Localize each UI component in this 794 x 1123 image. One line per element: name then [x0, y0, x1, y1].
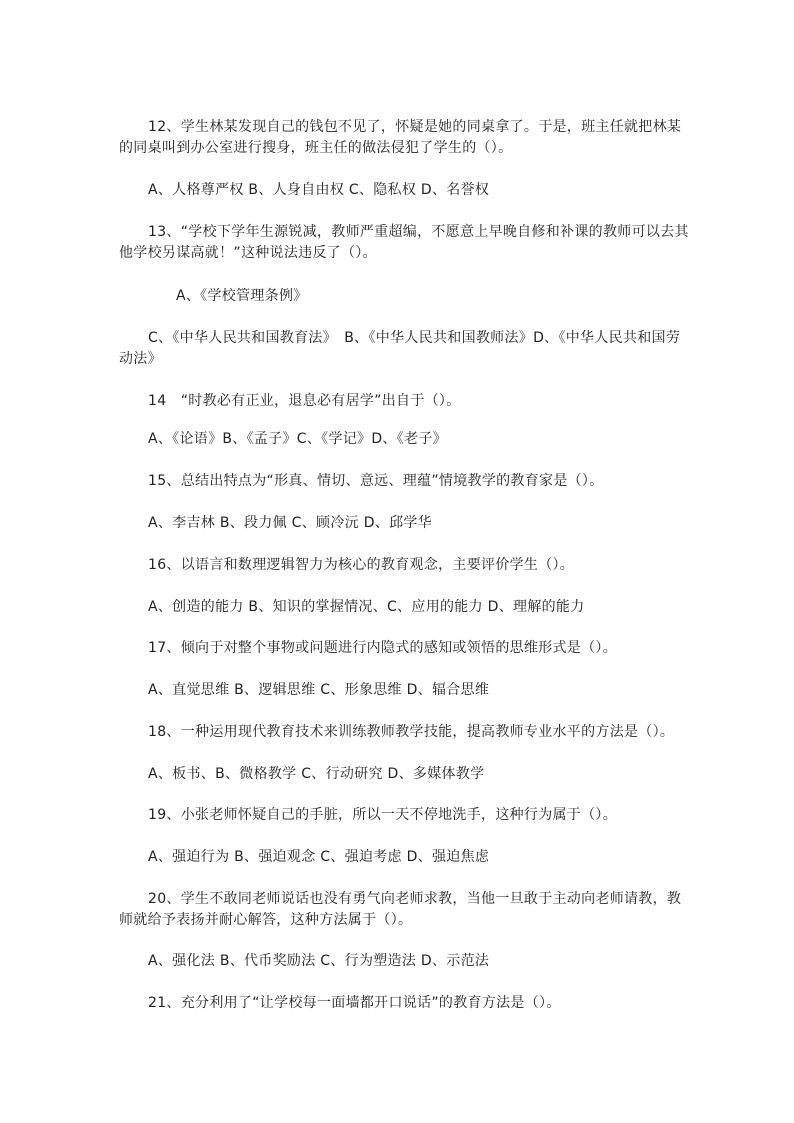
question-14-options: A、《论语》B、《孟子》C、《学记》D、《老子》	[148, 431, 447, 447]
question-21: 21、充分利用了“让学校每一面墙都开口说话”的教育方法是（）。	[148, 995, 561, 1011]
question-16-options: A、创造的能力 B、知识的掌握情况、C、应用的能力 D、理解的能力	[148, 599, 585, 615]
question-13-options-line-2: 动法》	[119, 351, 162, 367]
question-15: 15、总结出特点为“形真、情切、意远、理蕴”情境教学的教育家是（）。	[148, 473, 604, 489]
question-15-options: A、李吉林 B、段力佩 C、顾冷沅 D、邱学华	[148, 515, 432, 531]
question-19: 19、小张老师怀疑自己的手脏，所以一天不停地洗手，这种行为属于（）。	[148, 807, 618, 823]
question-13-options-line-1: C、《中华人民共和国教育法》 B、《中华人民共和国教师法》D、《中华人民共和国劳	[148, 330, 681, 346]
question-12-options: A、人格尊严权 B、人身自由权 C、隐私权 D、名誉权	[148, 182, 490, 198]
question-20-line-1: 20、学生不敢同老师说话也没有勇气向老师求教，当他一旦敢于主动向老师请教，教	[148, 891, 682, 907]
question-20-options: A、强化法 B、代币奖励法 C、行为塑造法 D、示范法	[148, 953, 490, 969]
question-12-line-1: 12、学生林某发现自己的钱包不见了，怀疑是她的同桌拿了。于是，班主任就把林某	[148, 119, 682, 135]
question-17: 17、倾向于对整个事物或问题进行内隐式的感知或领悟的思维形式是（）。	[148, 640, 618, 656]
question-20-line-2: 师就给予表扬并耐心解答，这种方法属于（）。	[119, 912, 413, 928]
question-13-option-a: A、《学校管理条例》	[176, 288, 308, 304]
question-13-line-1: 13、“学校下学年生源锐减，教师严重超编，不愿意上早晚自修和补课的教师可以去其	[148, 224, 689, 240]
question-17-options: A、直觉思维 B、逻辑思维 C、形象思维 D、辐合思维	[148, 682, 490, 698]
question-16: 16、以语言和数理逻辑智力为核心的教育观念，主要评价学生（）。	[148, 557, 575, 573]
question-18: 18、一种运用现代教育技术来训练教师教学技能，提高教师专业水平的方法是（）。	[148, 724, 675, 740]
question-19-options: A、强迫行为 B、强迫观念 C、强迫考虑 D、强迫焦虑	[148, 849, 490, 865]
question-18-options: A、板书、B、微格教学 C、行动研究 D、多媒体教学	[148, 766, 485, 782]
question-12-line-2: 的同桌叫到办公室进行搜身，班主任的做法侵犯了学生的（）。	[119, 140, 513, 156]
question-14: 14 “时教必有正业，退息必有居学”出自于（）。	[148, 393, 461, 409]
question-13-line-2: 他学校另谋高就！”这种说法违反了（）。	[119, 245, 377, 261]
